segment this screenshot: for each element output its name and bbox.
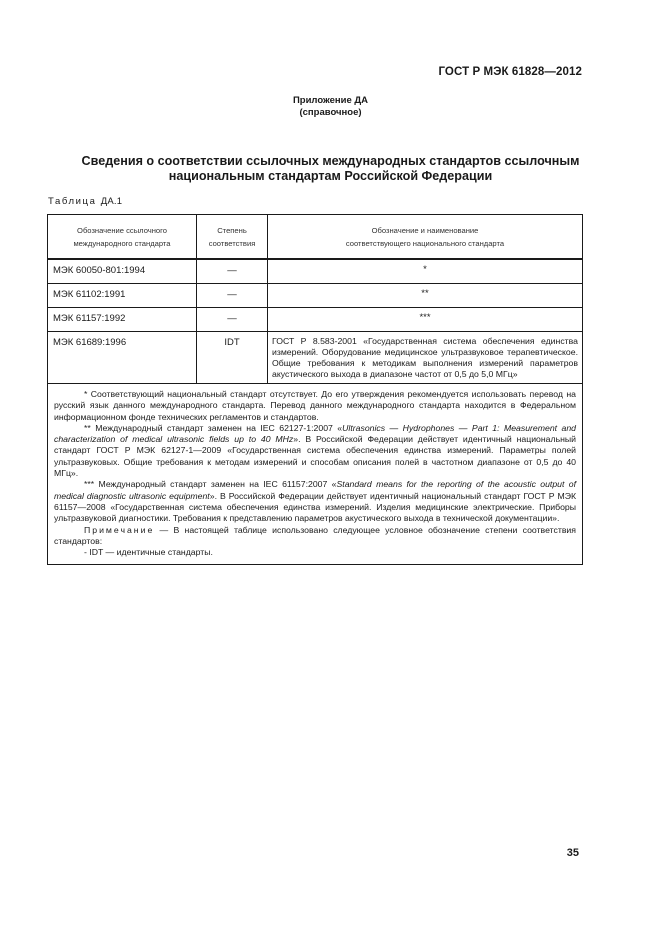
- page-title-line-1: Сведения о соответствии ссылочных международных стандартов ссылочным: [81, 154, 580, 168]
- cell-national: **: [268, 284, 583, 308]
- footnote-2-text-end: ». В Российской Федерации действует идентичный национальный стандарт ГОСТ Р МЭК 62127-1—2009 «Государственная система обеспечения единства измерений. Параметры полей ультразвуковых. Общие требования к методам измерений и способам описания полей в частотном диапазоне от 0,5 до 40 МГц».: [54, 434, 576, 479]
- table-header-row: [48, 215, 583, 260]
- column-header-national: [268, 215, 583, 260]
- appendix-title: Приложение ДА: [292, 95, 369, 106]
- cell-standard: МЭК 60050-801:1994: [48, 259, 197, 284]
- table-footnotes: [48, 384, 583, 565]
- footnote-2-title: Ultrasonics — Hydrophones — Part 1: Measurement and characterization of medical ultrasonic fields up to 40 MHz: [54, 422, 576, 445]
- column-header-standard-line-1: Обозначение ссылочного: [77, 225, 167, 235]
- page-title-line-2: национальным стандартам Российской Федерации: [168, 169, 493, 183]
- footnote-3-title: Standard means for the reporting of the acoustic output of medical diagnostic ultrasonic equipment: [54, 479, 576, 501]
- footnote-2: [54, 423, 576, 479]
- page-number: 35: [566, 847, 579, 859]
- table-note-legend: - IDT — идентичные стандарты.: [84, 547, 213, 558]
- footnote-3: [54, 479, 576, 524]
- table-caption-number: ДА.1: [100, 196, 123, 207]
- footnote-3-text-start: *** Международный стандарт заменен на IEC 61157:2007 «: [84, 479, 337, 490]
- footnote-1: * Соответствующий национальный стандарт отсутствует. До его утверждения рекомендуется использовать перевод на русский язык данного международного стандарта. Перевод данного международного стандарта находится в Федеральном информационном фонде технических регламентов и стандартов.: [54, 389, 576, 422]
- appendix-heading: [0, 95, 661, 119]
- column-header-national-line-1: Обозначение и наименование: [371, 225, 479, 235]
- table-caption: [48, 196, 122, 207]
- cell-degree: —: [197, 259, 268, 284]
- cell-national: ***: [268, 308, 583, 332]
- footnote-2-text-start: ** Международный стандарт заменен на IEC 62127-1:2007 «: [84, 422, 343, 433]
- cell-standard: МЭК 61102:1991: [48, 284, 197, 308]
- table-note-label: Примечание: [84, 524, 155, 535]
- footnote-3-text-end: ». В Российской Федерации действует идентичный национальный стандарт ГОСТ Р МЭК 61157—2008 «Государственная система обеспечения единства измерений. Изделия медицинские электрические. Приборы ультразвуковой диагностики. Требования к представлению параметров акустического выхода в технической документации».: [54, 490, 577, 524]
- table-caption-label: Таблица: [48, 196, 97, 207]
- column-header-standard: [48, 215, 197, 260]
- cell-degree: IDT: [197, 332, 268, 384]
- column-header-degree-line-1: Степень: [217, 225, 247, 235]
- cell-national: *: [268, 259, 583, 284]
- cell-degree: —: [197, 284, 268, 308]
- appendix-subtitle: (справочное): [299, 107, 362, 118]
- table-row: [48, 308, 583, 332]
- table-footnotes-row: [48, 384, 583, 565]
- table-row: [48, 259, 583, 284]
- table-note: [54, 525, 576, 548]
- column-header-degree: [197, 215, 268, 260]
- table-row: [48, 284, 583, 308]
- column-header-standard-line-2: международного стандарта: [73, 238, 171, 248]
- document-code: ГОСТ Р МЭК 61828—2012: [438, 66, 582, 78]
- cell-standard: МЭК 61689:1996: [48, 332, 197, 384]
- correspondence-table: [47, 214, 583, 565]
- cell-degree: —: [197, 308, 268, 332]
- column-header-degree-line-2: соответствия: [208, 238, 256, 248]
- cell-national: ГОСТ Р 8.583-2001 «Государственная система обеспечения единства измерений. Оборудование медицинское ультразвуковое терапевтическое. Общие требования к методикам выполнения измерений параметров акустического выхода в диапазоне частот от 0,5 до 5,0 МГц»: [268, 332, 583, 384]
- column-header-national-line-2: соответствующего национального стандарта: [345, 238, 505, 248]
- page-title: [40, 154, 621, 184]
- cell-standard: МЭК 61157:1992: [48, 308, 197, 332]
- table-row: [48, 332, 583, 384]
- table-note-text: — В настоящей таблице использовано следующее условное обозначение степени соответствия стандартов:: [54, 524, 576, 546]
